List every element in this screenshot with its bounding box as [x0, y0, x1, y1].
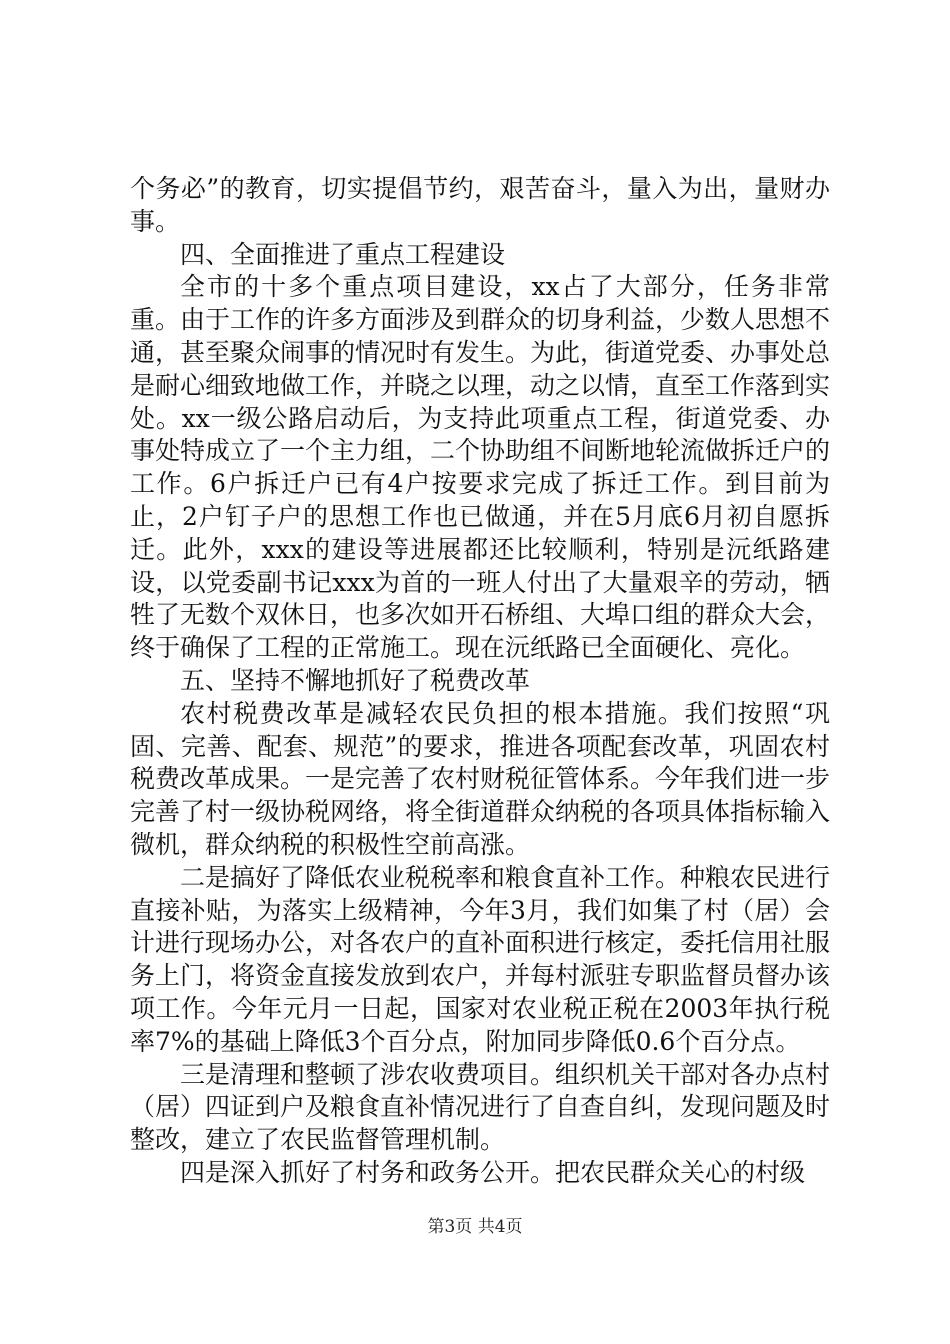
page-footer: 第3页 共4页 — [427, 1217, 523, 1237]
document-body — [130, 173, 830, 1190]
paragraph-tax-reform: 农村税费改革是减轻农民负担的根本措施。我们按照“巩固、完善、配套、规范”的要求，推进各项配套改革，巩固农村税费改革成果。一是完善了农村财税征管体系。今年我们进一步完善了村一级协税网络，将全街道群众纳税的各项具体指标输入微机，群众纳税的积极性空前高涨。 — [130, 698, 831, 859]
section-heading-five: 五、坚持不懈地抓好了税费改革 — [180, 665, 531, 695]
paragraph-fee-cleanup: 三是清理和整顿了涉农收费项目。组织机关干部对各办点村（居）四证到户及粮食直补情况进行了自查自纠，发现问题及时整改，建立了农民监督管理机制。 — [130, 1059, 831, 1155]
paragraph-tax-rate: 二是搞好了降低农业税税率和粮食直补工作。种粮农民进行直接补贴，为落实上级精神，今年3月，我们如集了村（居）会计进行现场办公，对各农户的直补面积进行核定，委托信用社服务上门，将资金直接发放到农户，并每村派驻专职监督员督办该项工作。今年元月一日起，国家对农业税正税在2003年执行税率7%的基础上降低3个百分点，附加同步降低0.6个百分点。 — [130, 862, 831, 1056]
section-heading-four: 四、全面推进了重点工程建设 — [180, 239, 506, 269]
paragraph-transparency: 四是深入抓好了村务和政务公开。把农民群众关心的村级 — [180, 1157, 806, 1187]
paragraph-continuation: 个务必”的教育，切实提倡节约，艰苦奋斗，量入为出，量财办事。 — [130, 174, 830, 236]
paragraph-key-projects: 全市的十多个重点项目建设，xx占了大部分，任务非常重。由于工作的许多方面涉及到群众的切身利益，少数人思想不通，甚至聚众闹事的情况时有发生。为此，街道党委、办事处总是耐心细致地做工作，并晓之以理，动之以情，直至工作落到实处。xx一级公路启动后，为支持此项重点工程，街道党委、办事处特成立了一个主力组，二个协助组不间断地轮流做拆迁户的工作。6户拆迁户已有4户按要求完成了拆迁工作。到目前为止，2户钉子户的思想工作也已做通，并在5月底6月初自愿拆迁。此外，xxx的建设等进展都还比较顺利，特别是沅纸路建设，以党委副书记xxx为首的一班人付出了大量艰辛的劳动，牺牲了无数个双休日，也多次如开石桥组、大埠口组的群众大会，终于确保了工程的正常施工。现在沅纸路已全面硬化、亮化。 — [130, 272, 831, 663]
